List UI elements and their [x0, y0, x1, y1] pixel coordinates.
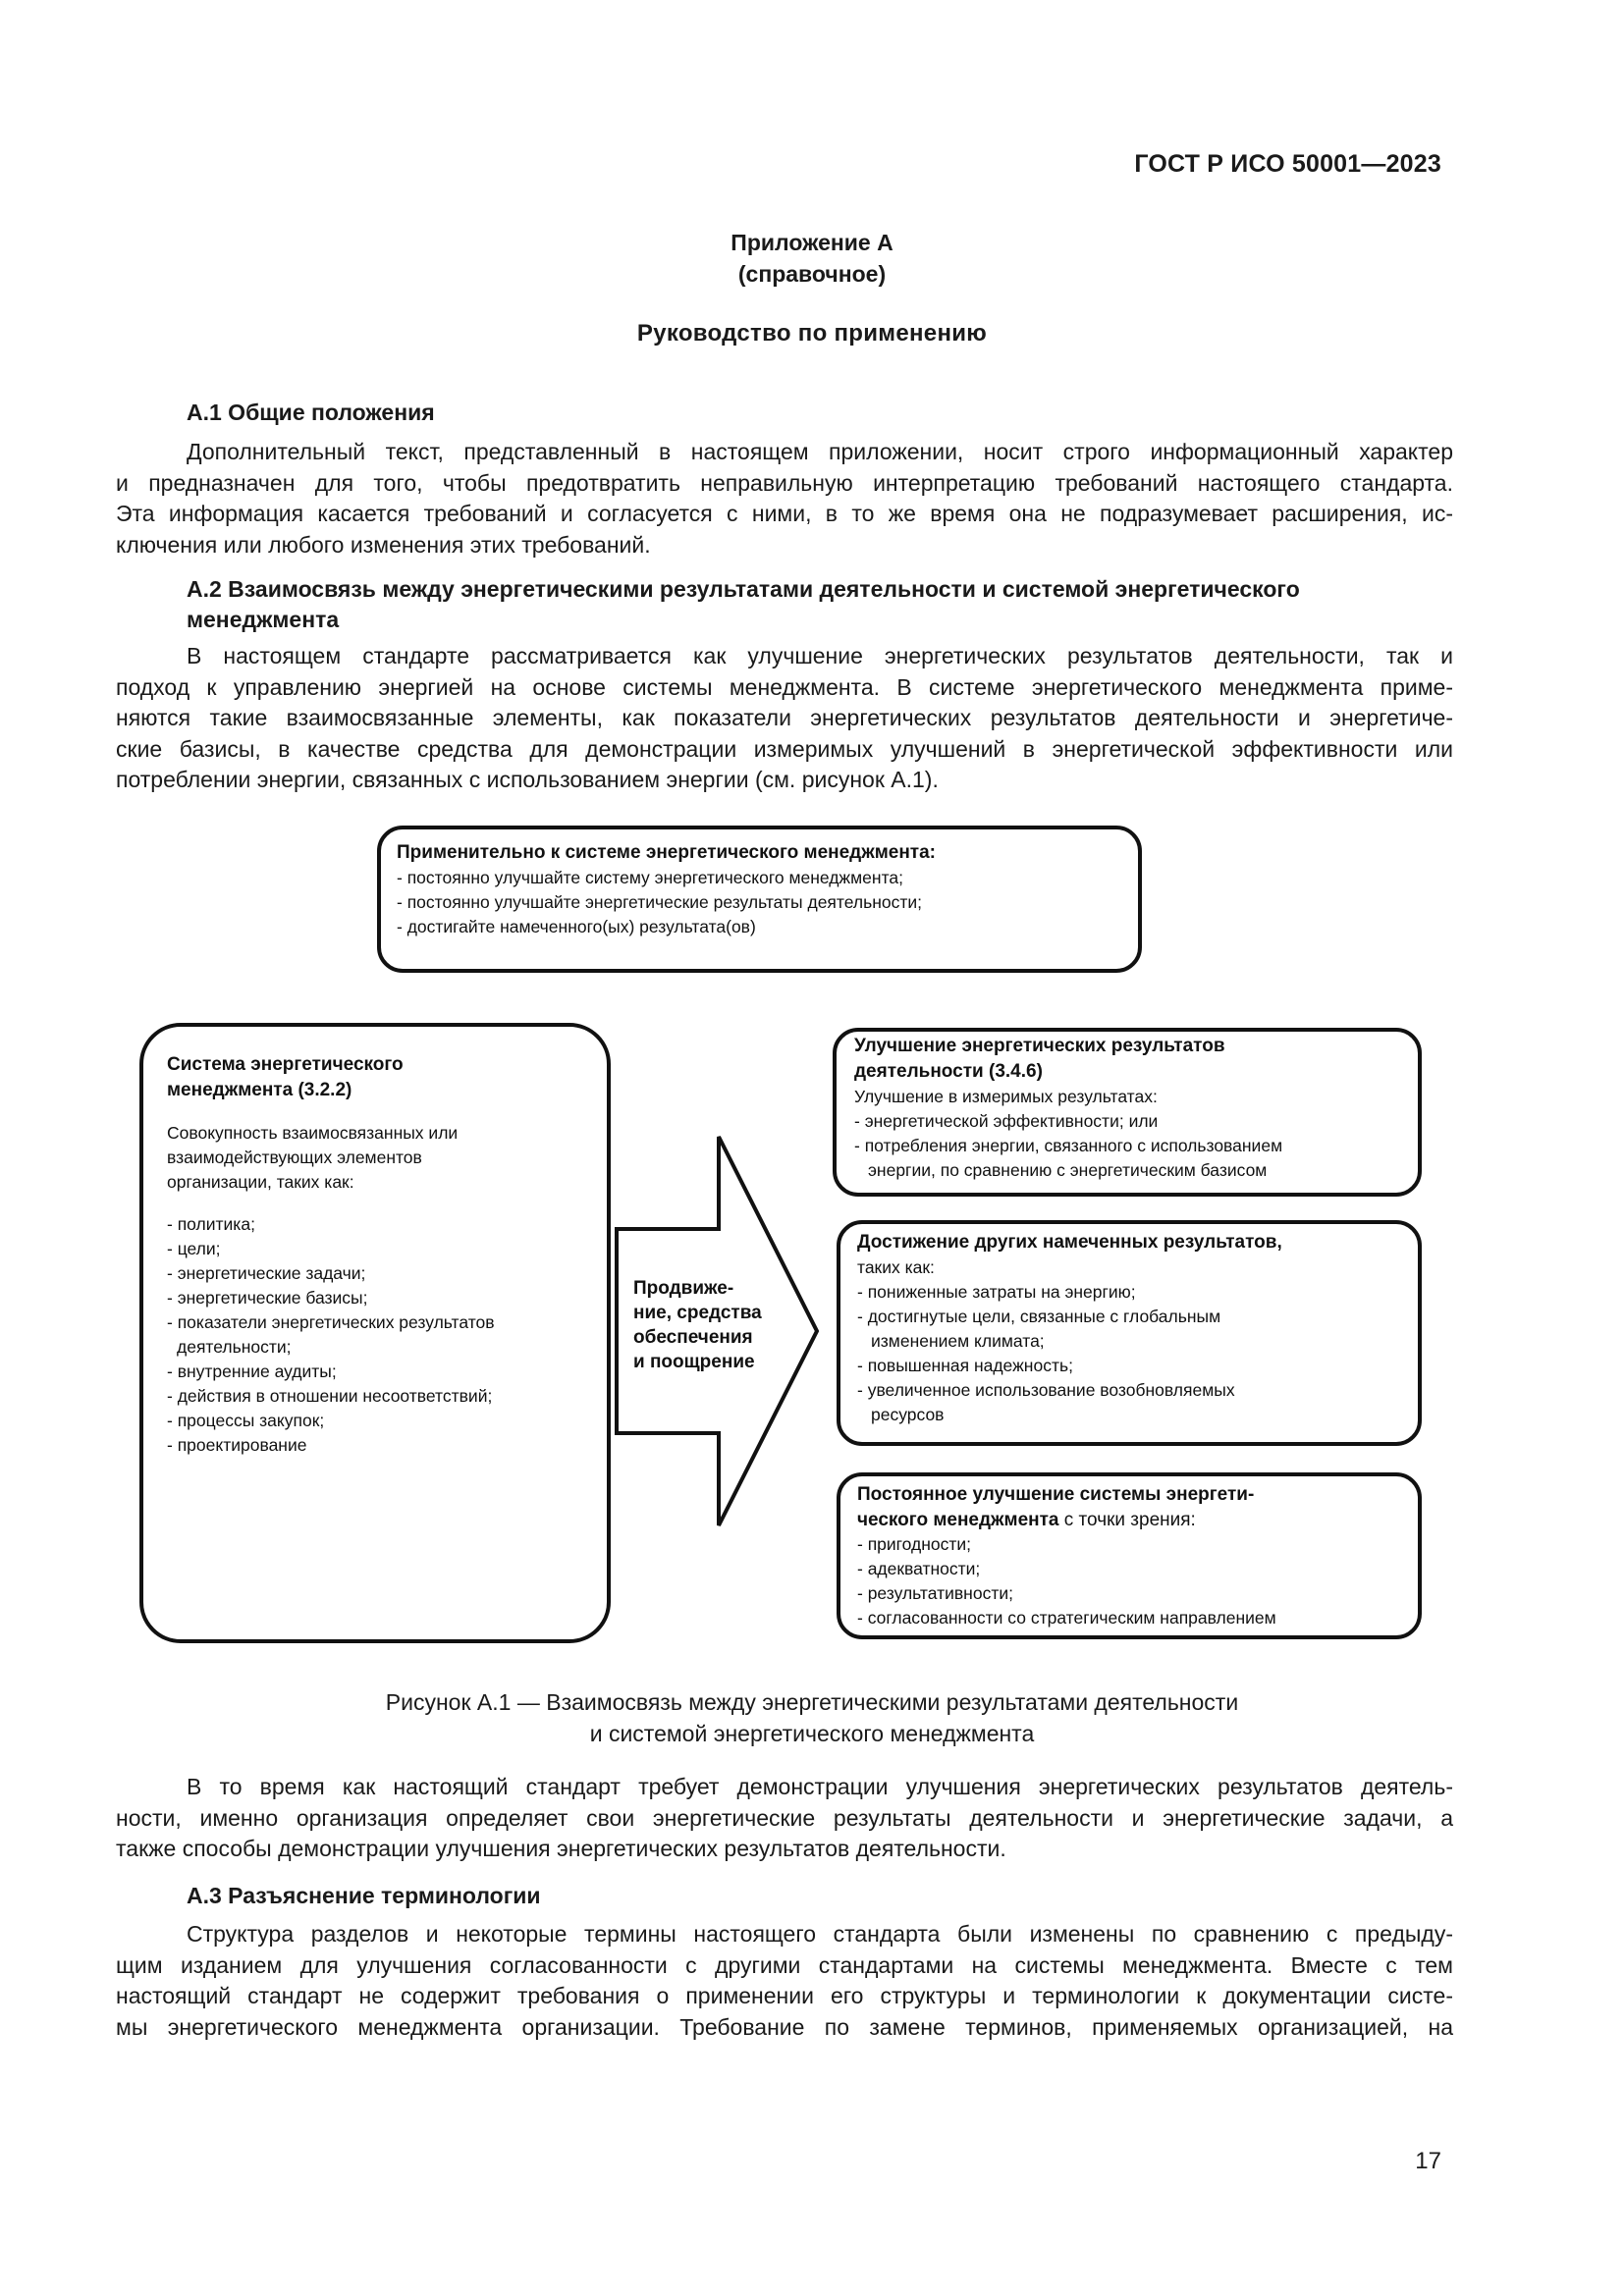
continual-improvement-line: - адекватности;	[857, 1559, 981, 1578]
paragraph-line: настоящий стандарт не содержит требования о применении его структуры и терминологии к документации систе-	[116, 1983, 1453, 2008]
arrow-label-line: обеспечения	[633, 1327, 753, 1348]
arrow-label-line: ние, средства	[633, 1303, 762, 1323]
section-a2-heading	[187, 574, 1453, 635]
arrow-label	[633, 1276, 762, 1374]
continual-improvement-line: - согласованности со стратегическим направлением	[857, 1608, 1276, 1628]
appendix-subtitle: (справочное)	[737, 261, 887, 287]
top-goals-item: - достигайте намеченного(ых) результата(ов)	[397, 917, 756, 936]
other-results-line: - увеличенное использование возобновляемых	[857, 1380, 1235, 1400]
paragraph-line: Структура разделов и некоторые термины настоящего стандарта были изменены по сравнению с предыду-	[187, 1921, 1453, 1947]
continual-improvement-title-rest: с точки зрения:	[1058, 1510, 1196, 1530]
other-results-line: таких как:	[857, 1257, 935, 1277]
continual-improvement-title-bold: ческого менеджмента	[857, 1510, 1059, 1530]
continual-improvement-line: - пригодности;	[857, 1534, 972, 1554]
other-results-line: - пониженные затраты на энергию;	[857, 1282, 1136, 1302]
arrow-label-line: и поощрение	[633, 1352, 755, 1372]
enms-item: - политика;	[167, 1214, 255, 1234]
paragraph-line: няются такие взаимосвязанные элементы, как показатели энергетических результатов деятельности и энергетиче-	[116, 705, 1453, 730]
paragraph-line: В настоящем стандарте рассматривается как улучшение энергетических результатов деятельности, так и	[187, 643, 1453, 668]
enms-desc-line: Совокупность взаимосвязанных или	[167, 1123, 459, 1143]
section-a3-paragraph	[116, 1919, 1453, 2043]
enms-item: - энергетические задачи;	[167, 1263, 366, 1283]
section-a1-paragraph	[116, 437, 1453, 561]
paragraph-line: ности, именно организация определяет свои энергетические результаты деятельности и энергетические задачи, а	[116, 1804, 1453, 1831]
energy-performance-title-line: Улучшение энергетических результатов	[854, 1036, 1225, 1056]
other-results-line: - достигнутые цели, связанные с глобальным	[857, 1307, 1221, 1326]
guide-heading: Руководство по применению	[636, 320, 988, 347]
paragraph-line: щим изданием для улучшения согласованности с другими стандартами на системы менеджмента. Вместе с тем	[116, 1951, 1453, 1978]
energy-performance-line: Улучшение в измеримых результатах:	[854, 1087, 1158, 1106]
energy-performance-line: - энергетической эффективности; или	[854, 1111, 1159, 1131]
paragraph-line: В то время как настоящий стандарт требует демонстрации улучшения энергетических результатов деятель-	[187, 1774, 1453, 1799]
paragraph-line: также способы демонстрации улучшения энергетических результатов деятельности.	[116, 1836, 1006, 1861]
enms-item: - проектирование	[167, 1435, 307, 1455]
continual-improvement-title-line: Постоянное улучшение системы энергети-	[857, 1484, 1255, 1505]
section-a1-heading: А.1 Общие положения	[187, 400, 435, 425]
other-results-line: изменением климата;	[871, 1331, 1045, 1351]
continual-improvement-text	[857, 1482, 1276, 1630]
enms-item: - энергетические базисы;	[167, 1288, 368, 1308]
enms-item: - действия в отношении несоответствий;	[167, 1386, 493, 1406]
top-goals-title: Применительно к системе энергетического менеджмента:	[397, 842, 937, 863]
section-a2-heading-line: А.2 Взаимосвязь между энергетическими результатами деятельности и системой энергетического	[187, 576, 1300, 602]
paragraph-line: подход к управлению энергией на основе системы менеджмента. В системе энергетического менеджмента приме-	[116, 673, 1453, 700]
continual-improvement-line: - результативности;	[857, 1583, 1013, 1603]
enms-item: - показатели энергетических результатов	[167, 1312, 495, 1332]
arrow-label-line: Продвиже-	[633, 1278, 734, 1299]
other-results-title: Достижение других намеченных результатов,	[857, 1232, 1282, 1253]
continual-improvement-title-line2	[857, 1508, 1276, 1532]
section-a2-paragraph	[116, 641, 1453, 796]
other-results-line: - повышенная надежность;	[857, 1356, 1073, 1375]
paragraph-line: ключения или любого изменения этих требований.	[116, 531, 651, 558]
figure-caption-line: Рисунок А.1 — Взаимосвязь между энергетическими результатами деятельности	[385, 1689, 1239, 1715]
paragraph-line: и предназначен для того, чтобы предотвратить неправильную интерпретацию требований настоящего стандарта.	[116, 469, 1453, 496]
enms-item: - внутренние аудиты;	[167, 1362, 337, 1381]
paragraph-line: Эта информация касается требований и согласуется с ними, в то же время она не подразумевает расширения, ис-	[116, 501, 1453, 526]
figure-caption	[0, 1686, 1624, 1749]
top-goals-item: - постоянно улучшайте систему энергетического менеджмента;	[397, 868, 903, 887]
after-figure-paragraph	[116, 1772, 1453, 1865]
document-code: ГОСТ Р ИСО 50001—2023	[1134, 150, 1441, 178]
energy-performance-line: энергии, по сравнению с энергетическим базисом	[868, 1160, 1268, 1180]
top-goals-text	[397, 840, 936, 939]
enms-text	[167, 1052, 495, 1458]
appendix-title: Приложение А	[731, 230, 893, 255]
figure-caption-line: и системой энергетического менеджмента	[589, 1721, 1035, 1746]
paragraph-line: ские базисы, в качестве средства для демонстрации измеримых улучшений в энергетической эффективности или	[116, 735, 1453, 762]
other-results-text	[857, 1230, 1282, 1427]
enms-desc-line: взаимодействующих элементов	[167, 1148, 422, 1167]
other-results-line: ресурсов	[871, 1405, 945, 1424]
paragraph-line: Дополнительный текст, представленный в настоящем приложении, носит строго информационный характер	[187, 439, 1453, 464]
enms-title-line: менеджмента (3.2.2)	[167, 1080, 352, 1100]
section-a3-heading: А.3 Разъяснение терминологии	[187, 1883, 541, 1908]
enms-title-line: Система энергетического	[167, 1054, 404, 1075]
enms-desc-line: организации, таких как:	[167, 1172, 354, 1192]
top-goals-item: - постоянно улучшайте энергетические результаты деятельности;	[397, 892, 923, 912]
enms-item: деятельности;	[177, 1337, 292, 1357]
paragraph-line: мы энергетического менеджмента организации. Требование по замене терминов, применяемых организацией, на	[116, 2013, 1453, 2040]
paragraph-line: потреблении энергии, связанных с использованием энергии (см. рисунок А.1).	[116, 767, 939, 792]
energy-performance-text	[854, 1034, 1282, 1183]
section-a2-heading-line: менеджмента	[187, 607, 340, 632]
energy-performance-line: - потребления энергии, связанного с использованием	[854, 1136, 1283, 1155]
enms-item: - процессы закупок;	[167, 1411, 325, 1430]
page-number: 17	[1415, 2148, 1441, 2174]
enms-item: - цели;	[167, 1239, 221, 1258]
energy-performance-title-line: деятельности (3.4.6)	[854, 1061, 1043, 1082]
